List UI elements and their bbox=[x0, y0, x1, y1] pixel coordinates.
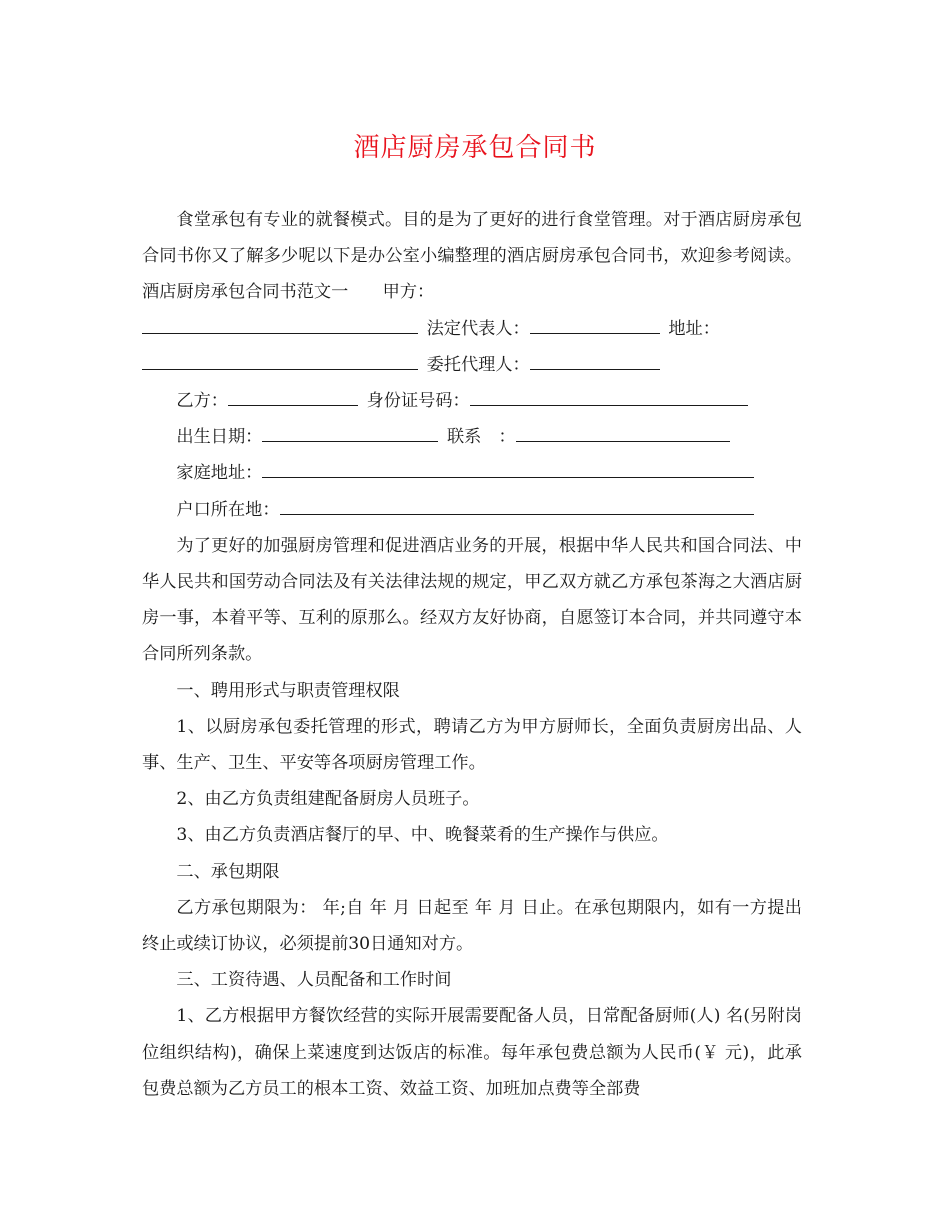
section-item: 1、以厨房承包委托管理的形式，聘请乙方为甲方厨师长，全面负责厨房出品、人事、生产、卫生、平安等各项厨房管理工作。 bbox=[142, 716, 802, 773]
agent-blank bbox=[530, 347, 660, 370]
form-line-home bbox=[142, 455, 802, 491]
form-line-legal-rep bbox=[142, 311, 802, 347]
hukou-blank bbox=[280, 492, 754, 515]
contact-label: 联系 ： bbox=[446, 427, 516, 448]
form-line-hukou bbox=[142, 492, 802, 528]
party-b-blank bbox=[228, 383, 358, 406]
section-heading: 二、承包期限 bbox=[176, 861, 280, 882]
section-item: 2、由乙方负责组建配备厨房人员班子。 bbox=[176, 789, 480, 810]
section-heading: 一、聘用形式与职责管理权限 bbox=[176, 680, 400, 701]
section-heading: 三、工资待遇、人员配备和工作时间 bbox=[176, 970, 452, 991]
contact-blank bbox=[516, 419, 730, 442]
party-a-name-blank bbox=[142, 311, 418, 334]
legal-rep-blank bbox=[530, 311, 660, 334]
section-item: 乙方承包期限为： 年;自 年 月 日起至 年 月 日止。在承包期限内，如有一方提出终止或续订协议，必须提前30日通知对方。 bbox=[142, 897, 802, 954]
id-label: 身份证号码： bbox=[366, 390, 470, 411]
party-a-address-blank bbox=[142, 347, 418, 370]
form-line-agent bbox=[142, 347, 802, 383]
id-blank bbox=[470, 383, 748, 406]
party-b-label: 乙方： bbox=[176, 390, 228, 411]
birth-label: 出生日期： bbox=[176, 427, 263, 448]
intro-paragraph: 食堂承包有专业的就餐模式。目的是为了更好的进行食堂管理。对于酒店厨房承包合同书你又了解多少呢以下是办公室小编整理的酒店厨房承包合同书，欢迎参考阅读。 酒店厨房承包合同书范文一 甲方： bbox=[142, 210, 802, 303]
home-blank bbox=[262, 455, 754, 478]
preamble-paragraph: 为了更好的加强厨房管理和促进酒店业务的开展，根据中华人民共和国合同法、中华人民共和国劳动合同法及有关法律法规的规定，甲乙双方就乙方承包茶海之大酒店厨房一事，本着平等、互利的原那么。经双方友好协商，自愿签订本合同，并共同遵守本合同所列条款。 bbox=[142, 535, 802, 665]
document-title: 酒店厨房承包合同书 bbox=[353, 133, 597, 163]
agent-label: 委托代理人： bbox=[426, 354, 530, 375]
form-line-party-b bbox=[142, 383, 802, 419]
legal-rep-label: 法定代表人： bbox=[426, 318, 530, 339]
address-label: 地址： bbox=[668, 318, 720, 339]
home-label: 家庭地址： bbox=[176, 463, 263, 484]
section-item: 1、乙方根据甲方餐饮经营的实际开展需要配备人员，日常配备厨师(人) 名(另附岗位组织结构)，确保上菜速度到达饭店的标准。每年承包费总额为人民币(￥ 元)，此承包费总额为乙方员工的根本工资、效益工资、加班加点费等全部费 bbox=[142, 1006, 802, 1099]
document-body bbox=[142, 202, 802, 1107]
birth-blank bbox=[262, 419, 438, 442]
section-item: 3、由乙方负责酒店餐厅的早、中、晚餐菜肴的生产操作与供应。 bbox=[176, 825, 669, 846]
hukou-label: 户口所在地： bbox=[176, 499, 280, 520]
form-line-birth bbox=[142, 419, 802, 455]
